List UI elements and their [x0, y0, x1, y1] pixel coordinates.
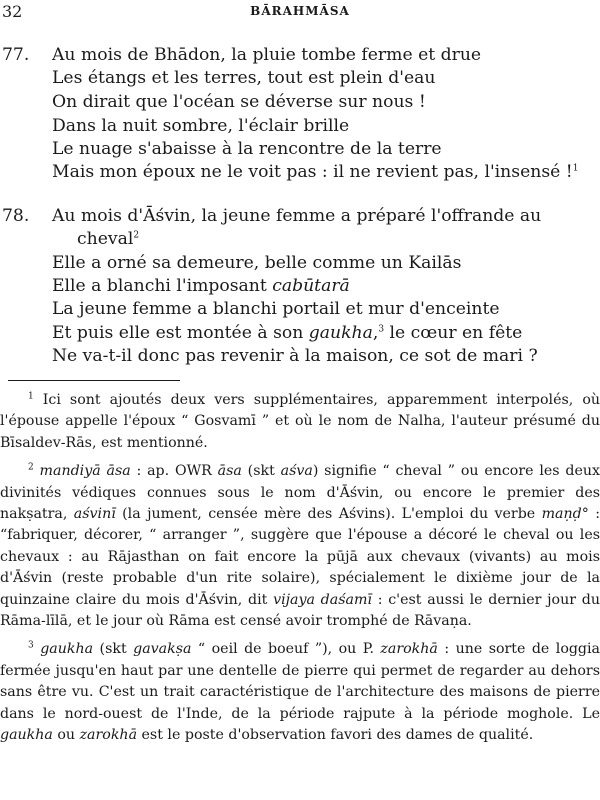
verse-line: cheval$^2$	[77, 229, 140, 249]
page-number: 32	[2, 2, 23, 21]
footnote-divider	[8, 380, 180, 381]
verse-line: On dirait que l'océan se déverse sur nous !	[52, 92, 426, 112]
verse-line: Et puis elle est montée à son gaukha,$^3$ le cœur en fête	[52, 323, 523, 343]
verse-line: Le nuage s'abaisse à la rencontre de la terre	[52, 139, 442, 159]
running-title: BĀRAHMĀSA	[250, 4, 350, 18]
verse-line: Au mois de Bhādon, la pluie tombe ferme et drue	[52, 45, 482, 65]
verse-line: Ne va-t-il donc pas revenir à la maison, ce sot de mari ?	[52, 346, 538, 366]
stanza-number: 78.	[2, 206, 30, 226]
footnote-ref[interactable]: 1	[572, 163, 579, 174]
footnote-1: $^1$ Ici sont ajoutés deux vers supplémentaires, apparemment interpolés, où l'épouse appelle l'époux “ Gosvamī ” et où le nom de Nalha, l'auteur présumé du Bīsaldev-Rās, est mentionné.	[0, 391, 600, 451]
verse-line: Dans la nuit sombre, l'éclair brille	[52, 116, 350, 136]
footnote-2: $^2$ mandiyā āsa : ap. OWR āsa (skt aśva) signifie “ cheval ” ou encore les deux divinités védiques connues sous le nom d'Āśvin, ou encore le premier des nakṣatra, aśvinī (la jument, censée mère des Aśvins). L'emploi du verbe maṇḍ° : “fabriquer, décorer, “ arranger ”, suggère que l'épouse a décoré le cheval ou les chevaux : au Rājasthan on fait encore la pūjā aux chevaux (vivants) au mois d'Āśvin (reste probable d'un rite solaire), spécialement le dixième jour de la quinzaine claire du mois d'Āśvin, dit vijaya daśamī : c'est aussi le dernier jour du Rāma-līlā, et le jour où Rāma est censé avoir tromphé de Rāvaṇa.	[0, 462, 600, 630]
footnote-ref[interactable]: 2	[133, 230, 140, 241]
footnotes	[0, 390, 600, 747]
verse-line: La jeune femme a blanchi portail et mur d'enceinte	[52, 299, 500, 319]
footnote-ref[interactable]: 3	[378, 324, 385, 335]
verse-line: Mais mon époux ne le voit pas : il ne revient pas, l'insensé !$^1$	[52, 162, 579, 182]
verse-line: Les étangs et les terres, tout est plein d'eau	[52, 68, 436, 88]
verse-line: Au mois d'Āśvin, la jeune femme a préparé l'offrande au	[52, 206, 542, 226]
stanza-number: 77.	[2, 45, 30, 65]
page-header	[0, 2, 600, 22]
verse-line: Elle a blanchi l'imposant cabūtarā	[52, 276, 350, 296]
verse-line: Elle a orné sa demeure, belle comme un Kailās	[52, 253, 462, 273]
footnote-3: $^3$ gaukha (skt gavakṣa “ oeil de boeuf ”), ou P. zarokhā : une sorte de loggia fermée jusqu'en haut par une dentelle de pierre qui permet de regarder au dehors sans être vu. C'est un trait caractéristique de l'architecture des maisons de pierre dans le nord-ouest de l'Inde, de la période rajpute à la période moghole. Le gaukha ou zarokhā est le poste d'observation favori des dames de qualité.	[0, 640, 600, 744]
